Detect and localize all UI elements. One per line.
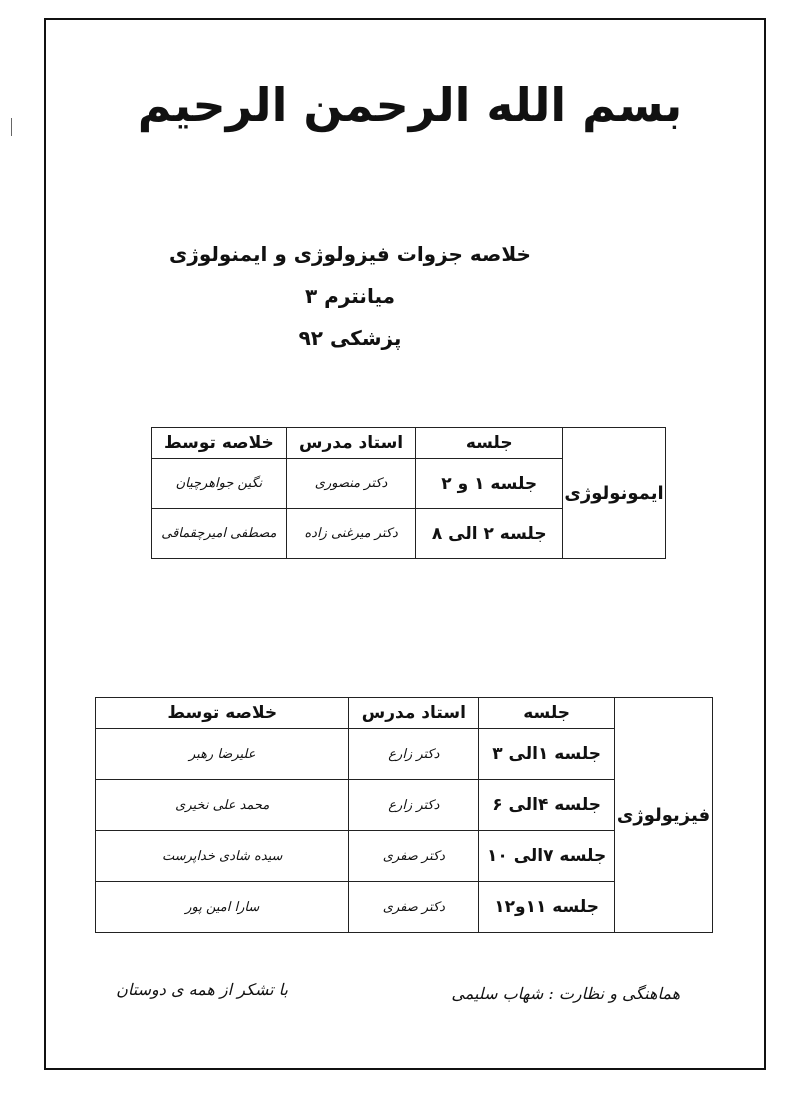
column-header-session: جلسه [479,698,615,729]
physiology-table [95,697,713,933]
session-cell: جلسه ۱ و ۲ [416,459,563,509]
summary-by-cell: مصطفی امیرچقماقی [152,509,287,559]
summary-by-cell: سیده شادی خداپرست [96,831,349,882]
summary-by-cell: محمد علی نخیری [96,780,349,831]
teacher-cell: دکتر زارع [349,729,479,780]
document-title: خلاصه جزوات فیزولوژی و ایمنولوژی [169,242,531,266]
session-cell: جلسه ۲ الی ۸ [416,509,563,559]
session-cell: جلسه ۴الی ۶ [479,780,615,831]
coordination-credit: هماهنگی و نظارت : شهاب سلیمی [451,984,680,1003]
subject-cell: فیزیولوژی [615,698,713,933]
cohort-label: پزشکی ۹۲ [298,326,402,350]
session-cell: جلسه ۱الی ۳ [479,729,615,780]
subject-cell: ایمونولوژی [563,428,666,559]
teacher-cell: دکتر صفری [349,831,479,882]
session-cell: جلسه ۱۱و۱۲ [479,882,615,933]
column-header-summary-by: خلاصه توسط [96,698,349,729]
session-cell: جلسه ۷الی ۱۰ [479,831,615,882]
thanks-note: با تشکر از همه ی دوستان [116,980,288,999]
column-header-teacher: استاد مدرس [349,698,479,729]
basmala-heading: بسم الله الرحمن الرحیم [137,78,683,132]
exam-label: میانترم ۳ [304,284,395,308]
column-header-teacher: استاد مدرس [286,428,416,459]
teacher-cell: دکتر زارع [349,780,479,831]
teacher-cell: دکتر منصوری [286,459,416,509]
column-header-summary-by: خلاصه توسط [152,428,287,459]
immunology-table [151,427,666,559]
column-header-session: جلسه [416,428,563,459]
teacher-cell: دکتر صفری [349,882,479,933]
scan-edge-mark [11,118,12,136]
teacher-cell: دکتر میرغنی زاده [286,509,416,559]
summary-by-cell: سارا امین پور [96,882,349,933]
summary-by-cell: نگین جواهرچیان [152,459,287,509]
table-header-row [96,698,713,729]
summary-by-cell: علیرضا رهبر [96,729,349,780]
table-header-row [152,428,666,459]
